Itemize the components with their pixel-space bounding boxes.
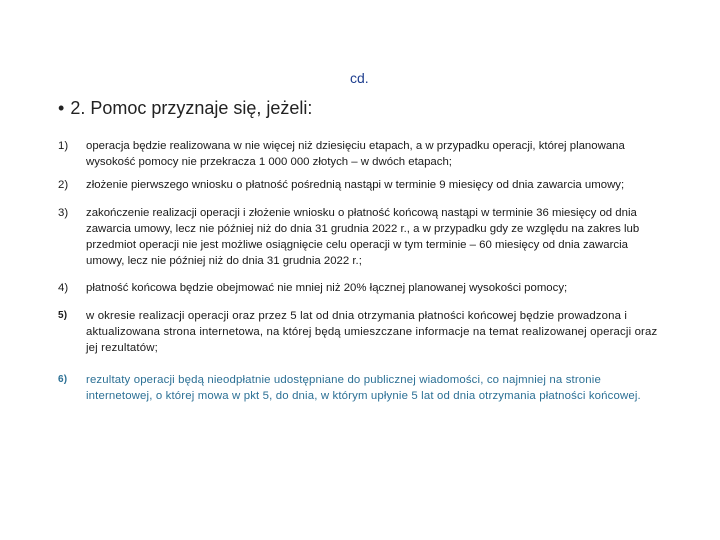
list-item [58,280,658,296]
subtitle-text: 2. Pomoc przyznaje się, jeżeli: [70,98,313,118]
item-number: 4) [58,282,69,294]
bullet-icon: • [58,98,65,118]
item-number: 3) [58,207,69,219]
item-text: operacja będzie realizowana w nie więcej niż dziesięciu etapach, a w przypadku operacji, której planowana wysokość pomocy nie przekracza 1 000 000 złotych – w dwóch etapach; [86,140,625,168]
item-number: 5) [58,310,68,321]
item-number: 6) [58,374,68,385]
conditions-list [58,138,658,404]
item-text: rezultaty operacji będą nieodpłatnie udostępniane do publicznej wiadomości, co najmniej na stronie internetowej, o której mowa w pkt 5, do dnia, w którym upłynie 5 lat od dnia otrzymania płatności końcowej. [86,374,641,402]
item-text: złożenie pierwszego wniosku o płatność pośrednią nastąpi w terminie 9 miesięcy od dnia zawarcia umowy; [86,179,625,191]
item-text: w okresie realizacji operacji oraz przez 5 lat od dnia otrzymania płatności końcowej będzie prowadzona i aktualizowana strona internetowa, na której będą umieszczane informacje na temat realizowanej operacji oraz jej rezultatów; [86,310,658,354]
item-number: 2) [58,179,69,191]
list-item [58,308,658,356]
slide-title: cd. [350,70,369,86]
list-item [58,138,658,170]
slide-subtitle [58,98,312,119]
item-text: zakończenie realizacji operacji i złożenie wniosku o płatność końcową nastąpi w terminie 36 miesięcy od dnia zawarcia umowy, lecz nie później niż do dnia 31 grudnia 2022 r., a w przypadku gdy ze względu na zakres lub przedmiot operacji nie jest możliwe osiągnięcie celu operacji w tym terminie – 60 miesięcy od dnia zawarcia umowy, lecz nie później niż do dnia 31 grudnia 2022 r.; [86,207,640,267]
item-text: płatność końcowa będzie obejmować nie mniej niż 20% łącznej planowanej wysokości pomocy; [86,282,568,294]
list-item-highlighted [58,372,658,404]
list-item [58,177,658,193]
item-number: 1) [58,140,69,152]
list-item [58,205,658,269]
